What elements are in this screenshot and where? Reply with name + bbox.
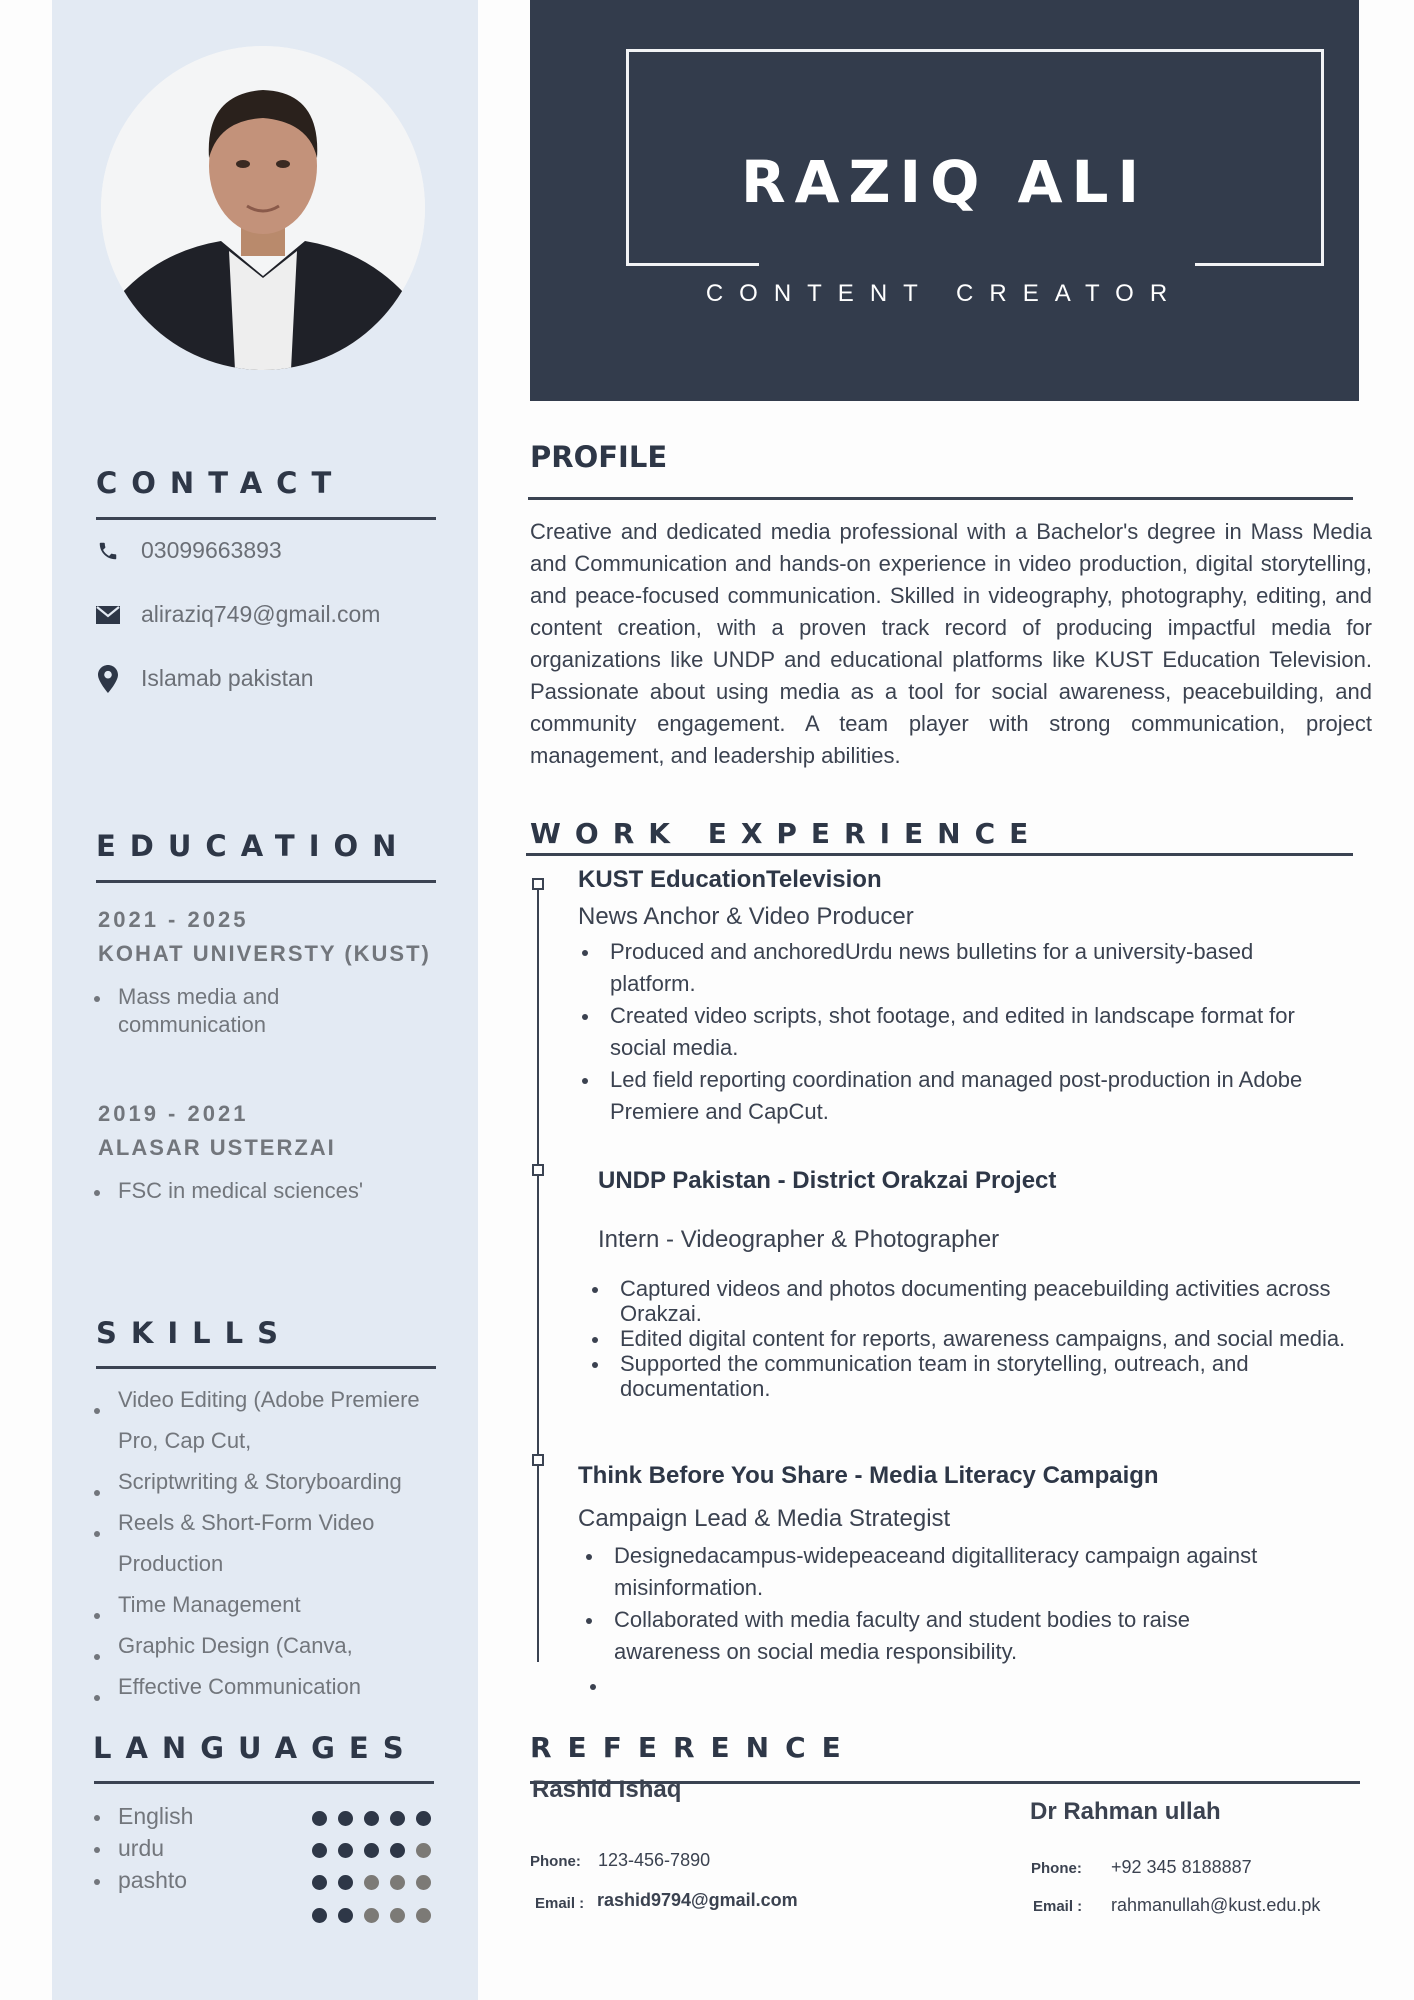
job-bullet: Edited digital content for reports, awareness campaigns, and social media. — [590, 1326, 1350, 1351]
job-bullet: Designedacampus-widepeaceand digitalliteracy campaign against misinformation. — [584, 1540, 1324, 1604]
reference-heading: REFERENCE — [530, 1731, 857, 1764]
education-years: 2021 - 2025 — [98, 907, 249, 932]
skills-divider — [96, 1366, 436, 1369]
rating-dot-filled — [312, 1908, 327, 1923]
rating-dot-empty — [364, 1908, 379, 1923]
skill-item: Time Management — [94, 1584, 454, 1625]
timeline-marker — [532, 1454, 544, 1466]
timeline-marker — [532, 1164, 544, 1176]
education-years: 2019 - 2021 — [98, 1101, 249, 1126]
profile-photo-illustration — [101, 46, 425, 370]
person-name: RAZIQ ALI — [740, 148, 1149, 216]
skill-item: Reels & Short-Form Video Production — [94, 1502, 394, 1584]
rating-dot-empty — [364, 1875, 379, 1890]
rating-dot-filled — [390, 1811, 405, 1826]
languages-list — [94, 1800, 193, 1896]
education-school: ALASAR USTERZAI — [98, 1135, 336, 1160]
header-frame — [1195, 263, 1324, 266]
job-role: Campaign Lead & Media Strategist — [578, 1505, 951, 1532]
contact-email — [96, 601, 380, 628]
language-item: urdu — [94, 1832, 193, 1864]
rating-dot-filled — [390, 1843, 405, 1858]
contact-phone-value: 03099663893 — [141, 537, 282, 563]
language-item: English — [94, 1800, 193, 1832]
contact-phone — [96, 537, 282, 564]
work-experience-heading: WORK EXPERIENCE — [530, 817, 1043, 850]
rating-dot-empty — [390, 1875, 405, 1890]
job-bullets — [580, 936, 1360, 1128]
education-detail-item: FSC in medical sciences' — [94, 1177, 414, 1205]
job-role: News Anchor & Video Producer — [578, 903, 914, 930]
phone-icon — [96, 539, 120, 563]
job-bullet: Supported the communication team in storytelling, outreach, and documentation. — [590, 1351, 1330, 1401]
skills-heading: SKILLS — [96, 1316, 292, 1350]
education-school: KOHAT UNIVERSTY (KUST) — [98, 941, 431, 966]
reference-phone-label: Phone: — [1031, 1860, 1082, 1877]
education-detail-item: Mass media and communication — [94, 983, 354, 1039]
profile-heading: PROFILE — [530, 440, 668, 474]
rating-dot-filled — [312, 1875, 327, 1890]
contact-email-value: aliraziq749@gmail.com — [141, 601, 381, 627]
education-heading: EDUCATION — [96, 829, 411, 863]
job-bullet: Captured videos and photos documenting peacebuilding activities across Orakzai. — [590, 1276, 1350, 1326]
education-details — [94, 1177, 414, 1205]
job-title: CONTENT CREATOR — [705, 280, 1184, 307]
job-bullet: Created video scripts, shot footage, and edited in landscape format for social media. — [580, 1000, 1310, 1064]
job-bullet: Collaborated with media faculty and student bodies to raise awareness on social media responsibility. — [584, 1604, 1264, 1668]
skill-item: Effective Communication — [94, 1666, 454, 1707]
reference-phone: +92 345 8188887 — [1111, 1857, 1252, 1877]
skill-item: Scriptwriting & Storyboarding — [94, 1461, 454, 1502]
rating-dot-filled — [364, 1843, 379, 1858]
reference-email[interactable]: rahmanullah@kust.edu.pk — [1111, 1895, 1321, 1915]
rating-dot-filled — [338, 1875, 353, 1890]
rating-dot-filled — [312, 1843, 327, 1858]
mail-icon — [96, 603, 120, 627]
rating-dot-empty — [416, 1875, 431, 1890]
contact-location — [96, 665, 314, 692]
job-bullets — [584, 1540, 1344, 1668]
education-divider — [96, 880, 436, 883]
header-frame — [626, 263, 759, 266]
rating-dot-filled — [312, 1811, 327, 1826]
job-bullet: Produced and anchoredUrdu news bulletins for a university-based platform. — [580, 936, 1310, 1000]
language-item: pashto — [94, 1864, 193, 1896]
rating-dot-empty — [416, 1908, 431, 1923]
language-rating — [312, 1908, 431, 1923]
reference-email[interactable]: rashid9794@gmail.com — [597, 1890, 798, 1910]
reference-phone: 123-456-7890 — [598, 1850, 711, 1870]
job-role: Intern - Videographer & Photographer — [598, 1226, 1000, 1253]
timeline-marker — [532, 878, 544, 890]
reference-email-label: Email : — [535, 1895, 585, 1912]
reference-phone-label: Phone: — [530, 1853, 581, 1870]
profile-divider — [528, 497, 1353, 500]
header-frame — [626, 49, 1324, 52]
education-details — [94, 983, 354, 1039]
languages-heading: LANGUAGES — [93, 1731, 418, 1765]
rating-dot-empty — [390, 1908, 405, 1923]
job-bullet: Led field reporting coordination and managed post-production in Adobe Premiere and CapCut. — [580, 1064, 1360, 1128]
empty-bullet — [590, 1684, 596, 1690]
job-company: Think Before You Share - Media Literacy Campaign — [578, 1462, 1159, 1489]
job-company: KUST EducationTelevision — [578, 866, 882, 893]
contact-location-value: Islamab pakistan — [141, 665, 314, 691]
skills-list — [94, 1379, 454, 1707]
rating-dot-filled — [338, 1811, 353, 1826]
profile-summary: Creative and dedicated media professional with a Bachelor's degree in Mass Media and Communication and hands-on experience in video production, digital storytelling, and peace-focused communication. Skilled in videography, photography, editing, and content creation, with a proven track record of producing impactful media for organizations like UNDP and educational platforms like KUST Education Television. Passionate about using media as a tool for social awareness, peacebuilding, and community engagement. A team player with strong communication, project management, and leadership abilities. — [530, 519, 1372, 768]
language-rating — [312, 1875, 431, 1890]
rating-dot-filled — [338, 1843, 353, 1858]
contact-heading: CONTACT — [96, 466, 346, 500]
job-company: UNDP Pakistan - District Orakzai Project — [598, 1167, 1057, 1194]
job-bullets — [590, 1276, 1350, 1401]
language-rating — [312, 1843, 431, 1858]
timeline-line — [537, 880, 539, 1662]
work-experience-divider — [526, 853, 1353, 856]
rating-dot-filled — [416, 1811, 431, 1826]
languages-divider — [94, 1781, 434, 1784]
profile-photo — [101, 46, 425, 370]
reference-name: Dr Rahman ullah — [1030, 1798, 1221, 1825]
rating-dot-empty — [416, 1843, 431, 1858]
skill-item: Graphic Design (Canva, — [94, 1625, 454, 1666]
rating-dot-filled — [364, 1811, 379, 1826]
rating-dot-filled — [338, 1908, 353, 1923]
reference-name: Rashid Ishaq — [532, 1776, 682, 1803]
skill-item: Video Editing (Adobe Premiere Pro, Cap Cut, — [94, 1379, 454, 1461]
language-rating — [312, 1811, 431, 1826]
location-pin-icon — [96, 667, 120, 691]
contact-divider — [96, 517, 436, 520]
reference-email-label: Email : — [1033, 1898, 1083, 1915]
